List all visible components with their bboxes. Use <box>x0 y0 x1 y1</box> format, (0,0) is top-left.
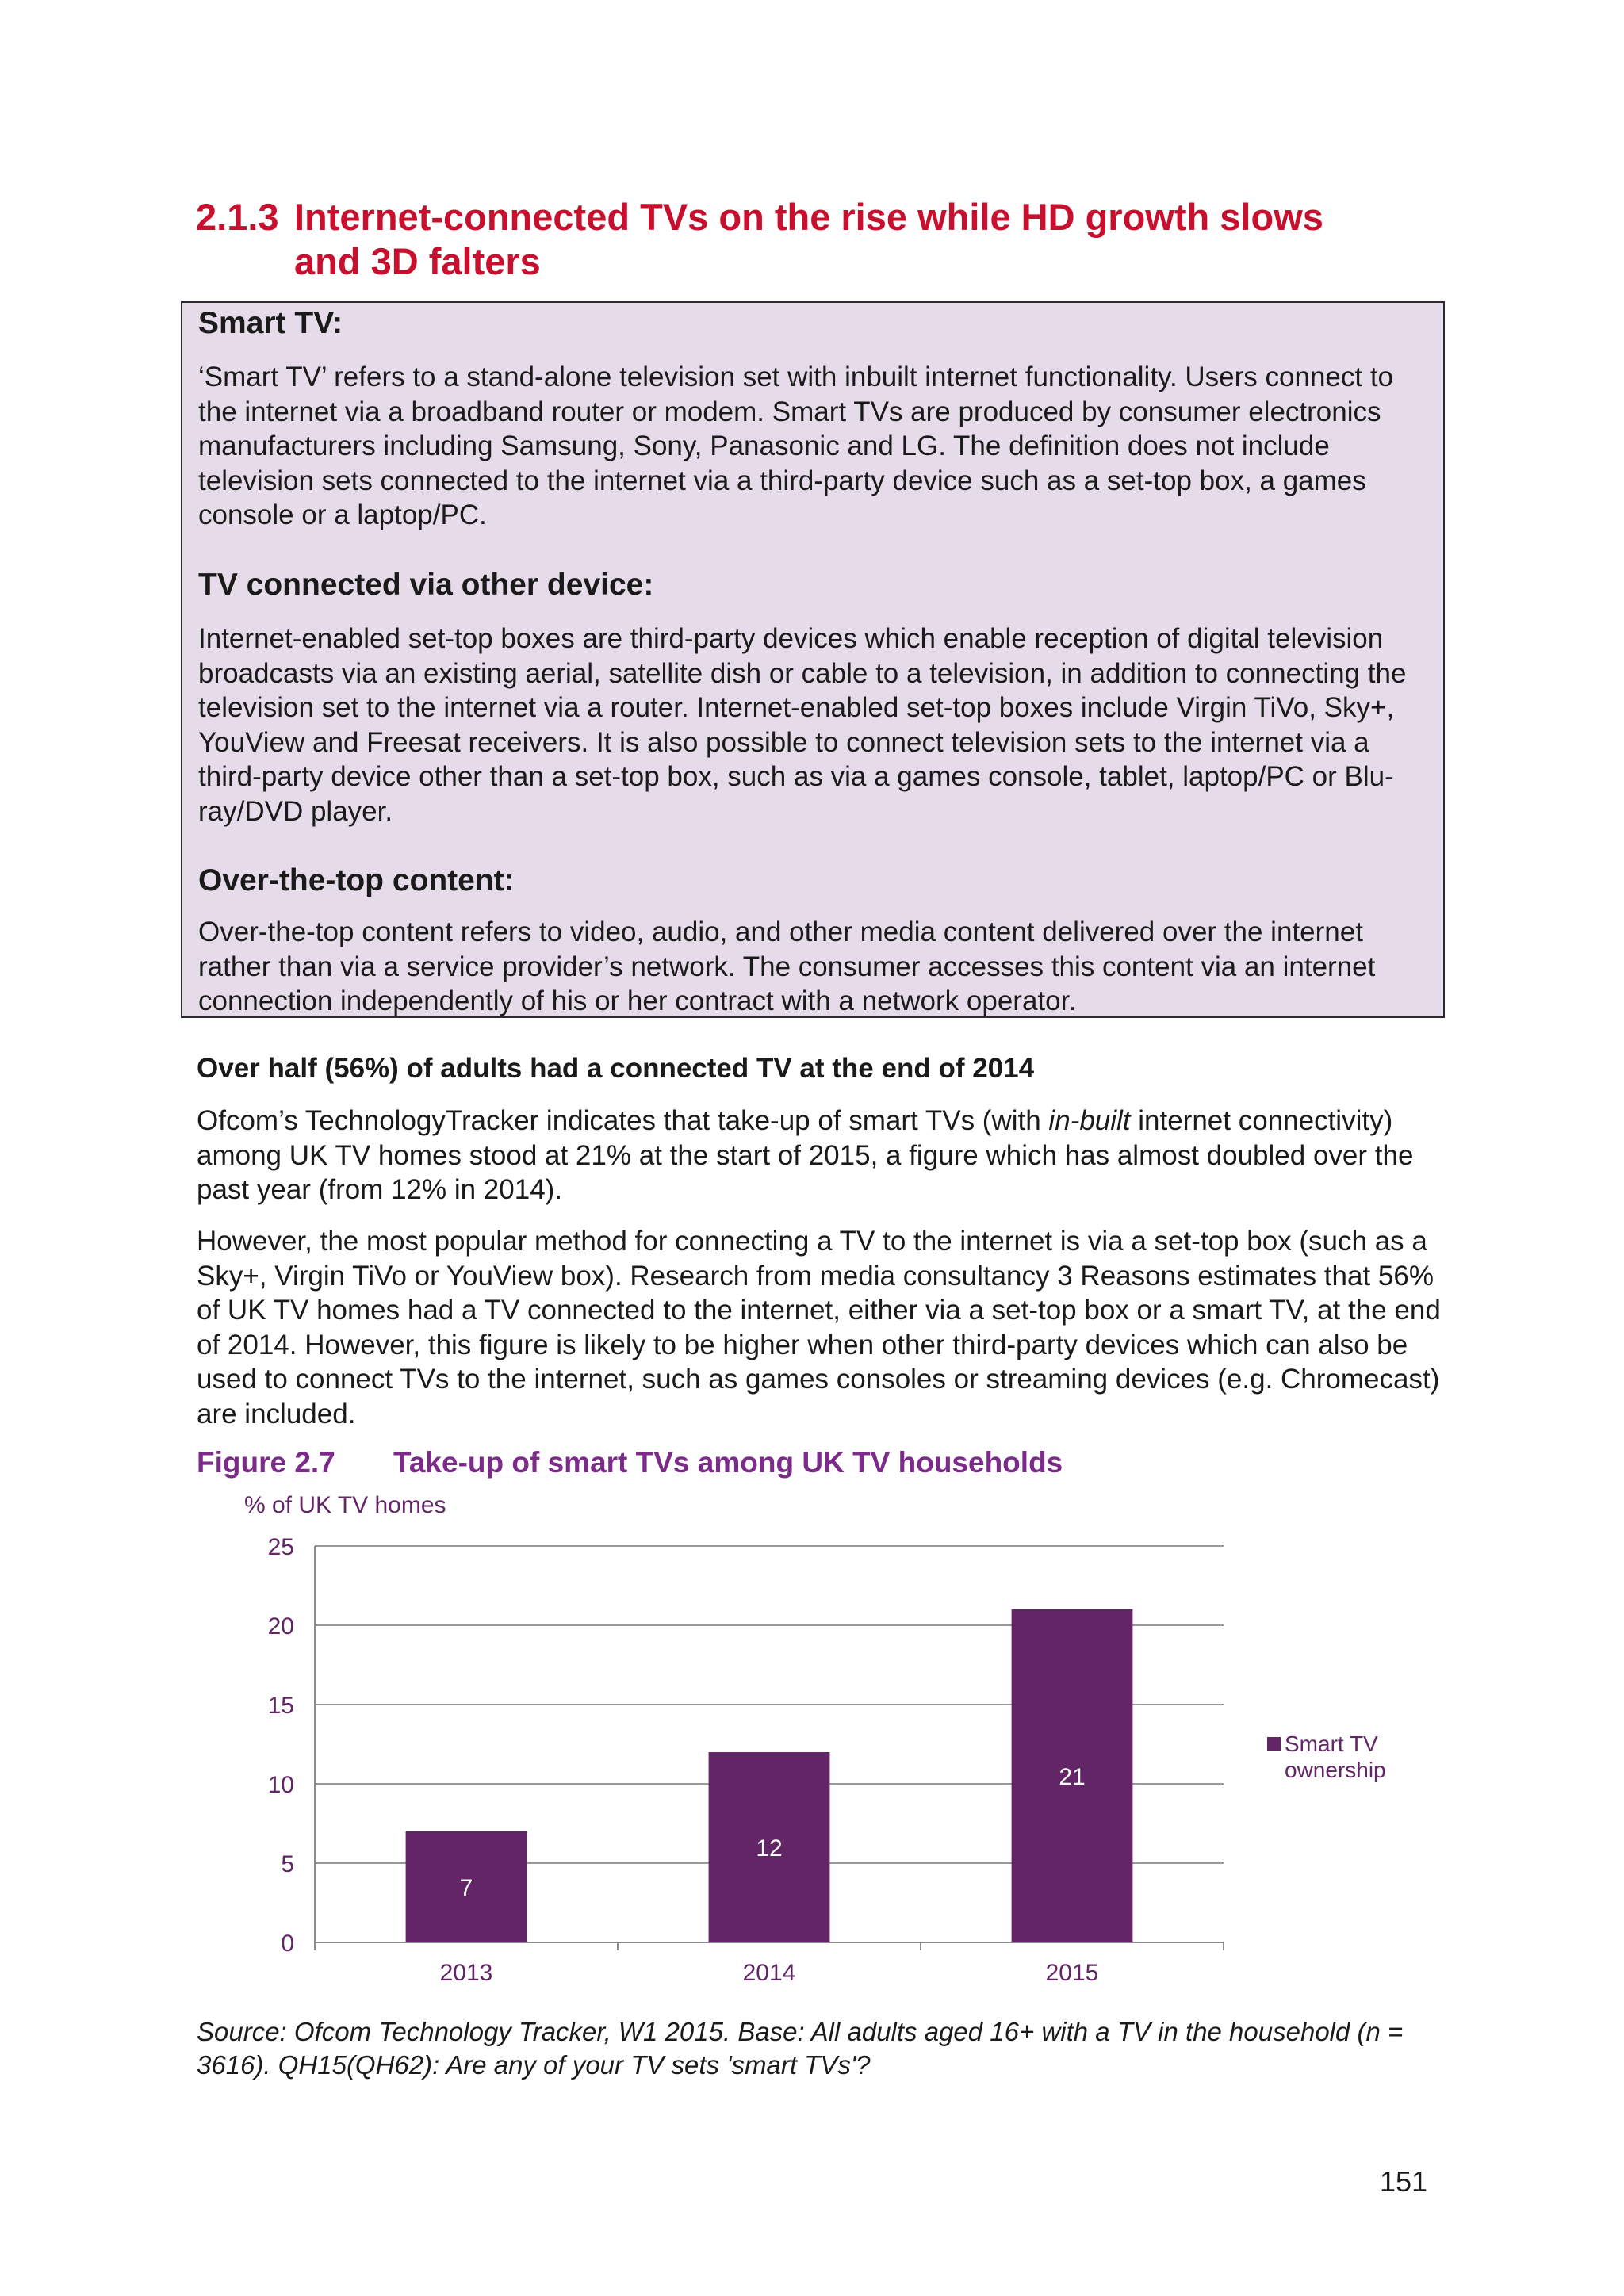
figure-number: Figure 2.7 <box>197 1446 335 1479</box>
y-tick-label: 0 <box>281 1931 294 1957</box>
para1-emphasis: in-built <box>1048 1105 1131 1136</box>
other-device-heading: TV connected via other device: <box>198 568 654 602</box>
paragraph-subheading: Over half (56%) of adults had a connected TV at the end of 2014 <box>197 1053 1035 1084</box>
x-tick-label: 2013 <box>439 1960 493 1986</box>
other-device-definition: Internet-enabled set-top boxes are third-party devices which enable reception of digital television broadcasts via an existing aerial, satellite dish or cable to a television, in addition to connecting the television set to the internet via a router. Internet-enabled set-top boxes include Virgin TiVo, Sky+, YouView and Freesat receivers. It is also possible to connect television sets to the internet via a third-party device other than a set-top box, such as via a games console, tablet, laptop/PC or Blu-ray/DVD player. <box>198 623 1407 827</box>
smart-tv-heading: Smart TV: <box>198 306 343 340</box>
y-tick-label: 15 <box>267 1693 294 1719</box>
ott-definition: Over-the-top content refers to video, audio, and other media content delivered over the internet rather than via a service provider’s network. The consumer accesses this content via an internet connection independently of his or her contract with a network operator. <box>198 916 1376 1016</box>
y-tick-label: 25 <box>267 1534 294 1560</box>
para1-text-end: internet connectivity) among UK TV homes stood at 21% at the start of 2015, a figure which has almost doubled over the past year (from 12% in 2014). <box>197 1105 1414 1205</box>
bar-value-label: 7 <box>459 1875 473 1901</box>
x-tick-label: 2015 <box>1045 1960 1099 1986</box>
section-title-line1: Internet-connected TVs on the rise while HD growth slows <box>294 196 1323 238</box>
para1-text-start: Ofcom’s TechnologyTracker indicates that take-up of smart TVs (with <box>197 1105 1049 1136</box>
x-tick-label: 2014 <box>742 1960 796 1986</box>
body-paragraph-2: However, the most popular method for connecting a TV to the internet is via a set-top box (such as a Sky+, Virgin TiVo or YouView box). Research from media consultancy 3 Reasons estimates that 56% of UK TV homes had a TV connected to the internet, either via a set-top box or a smart TV, at the end of 2014. However, this figure is likely to be higher when other third-party devices which can also be used to connect TVs to the internet, such as games consoles or streaming devices (e.g. Chromecast) are included. <box>197 1226 1441 1429</box>
legend-label: ownership <box>1285 1758 1386 1782</box>
page-number: 151 <box>1380 2165 1428 2198</box>
source-note: Source: Ofcom Technology Tracker, W1 2015. Base: All adults aged 16+ with a TV in the household (n = 3616). QH15(QH62): Are any of your TV sets 'smart TVs'? <box>197 2017 1404 2080</box>
smart-tv-bar-chart <box>190 1479 1427 2003</box>
y-axis-title: % of UK TV homes <box>244 1492 446 1518</box>
bar-value-label: 12 <box>756 1835 783 1862</box>
body-paragraph-1 <box>197 1104 1442 1207</box>
y-tick-label: 20 <box>267 1613 294 1640</box>
section-number: 2.1.3 <box>196 196 279 238</box>
section-heading <box>196 195 1433 284</box>
definitions-box <box>181 301 1445 1018</box>
section-title-line2: and 3D falters <box>294 240 541 282</box>
figure-caption <box>197 1445 1063 1481</box>
figure-title: Take-up of smart TVs among UK TV households <box>393 1446 1063 1479</box>
y-tick-label: 10 <box>267 1772 294 1798</box>
smart-tv-definition: ‘Smart TV’ refers to a stand-alone television set with inbuilt internet functionality. Users connect to the internet via a broadband router or modem. Smart TVs are produced by consumer electronics manufacturers including Samsung, Sony, Panasonic and LG. The definition does not include television sets connected to the internet via a third-party device such as a set-top box, a games console or a laptop/PC. <box>198 362 1394 530</box>
legend-swatch <box>1267 1737 1281 1751</box>
bar-value-label: 21 <box>1059 1764 1086 1790</box>
y-tick-label: 5 <box>281 1851 294 1877</box>
legend-label: Smart TV <box>1285 1732 1378 1756</box>
ott-heading: Over-the-top content: <box>198 863 515 897</box>
